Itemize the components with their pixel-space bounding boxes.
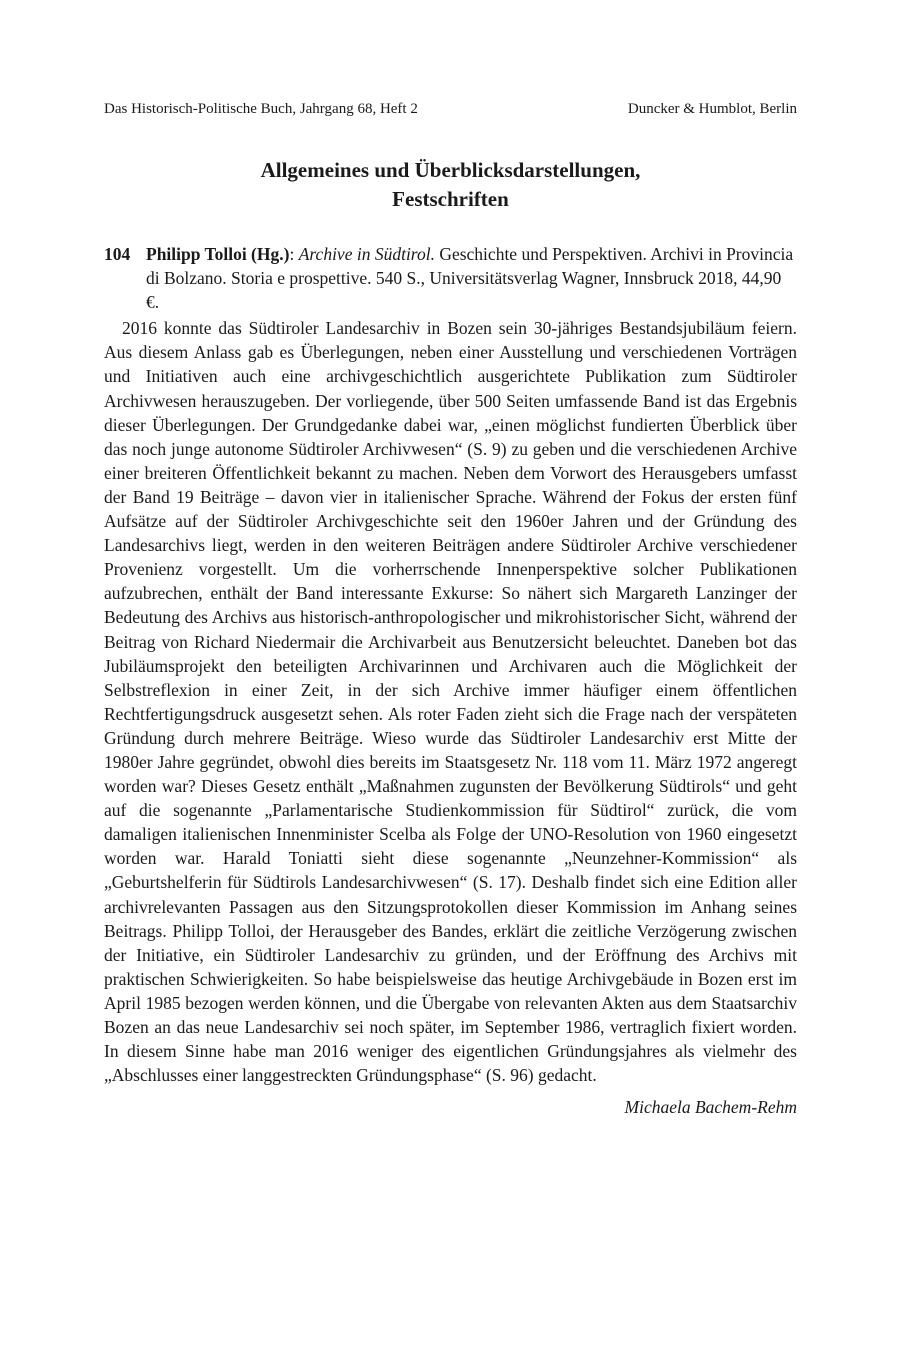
- journal-info: Das Historisch-Politische Buch, Jahrgang 68, Heft 2: [104, 101, 418, 117]
- entry-number: 104: [104, 244, 131, 264]
- author-separator: :: [289, 244, 299, 264]
- section-title-line-1: Allgemeines und Überblicksdarstellungen,: [260, 158, 641, 182]
- entry-author: Philipp Tolloi (Hg.): [146, 244, 290, 264]
- publisher-info: Duncker & Humblot, Berlin: [627, 101, 797, 117]
- entry-citation: [104, 242, 797, 314]
- book-title: Archive in Südtirol.: [298, 244, 435, 264]
- review-text: 2016 konnte das Südtiroler Landesarchiv in Bozen sein 30-jähriges Bestandsjubiläum feiern. Aus diesem Anlass gab es Überlegungen, neben einer Ausstellung und verschiedenen Vorträgen und Initiativen auch eine archivgeschichtlich ausgerichtete Publikation zum Südtiroler Archivwesen herauszugeben. Der vorliegende, über 500 Seiten umfassende Band ist das Ergebnis dieser Überlegungen. Der Grundgedanke dabei war, „einen möglichst fundierten Überblick über das noch junge autonome Südtiroler Archivwesen“ (S. 9) zu geben und die verschiedenen Archive einer breiteren Öffentlichkeit bekannt zu machen. Neben dem Vorwort des Herausgebers umfasst der Band 19 Beiträge – davon vier in italienischer Sprache. Während der Fokus der ersten fünf Aufsätze auf der Südtiroler Archivgeschichte seit den 1960er Jahren und der Gründung des Landesarchivs liegt, werden in den weiteren Beiträgen andere Südtiroler Archive verschiedener Provenienz vorgestellt. Um die vorherrschende Innenperspektive solcher Publikationen aufzubrechen, enthält der Band interessante Exkurse: So nähert sich Margareth Lanzinger der Bedeutung des Archivs aus historisch-anthropologischer und mikrohistorischer Sicht, während der Beitrag von Richard Niedermair die Archivarbeit aus Benutzersicht beleuchtet. Daneben bot das Jubiläumsprojekt den beteiligten Archivarinnen und Archivaren auch die Möglichkeit der Selbstreflexion in einer Zeit, in der sich Archive immer häufiger einem öffentlichen Rechtfertigungsdruck ausgesetzt sehen. Als roter Faden zieht sich die Frage nach der verspäteten Gründung durch mehrere Beiträge. Wieso wurde das Südtiroler Landesarchiv erst Mitte der 1980er Jahre gegründet, obwohl dies bereits im Staatsgesetz Nr. 118 vom 11. März 1972 angeregt worden war? Dieses Gesetz enthält „Maßnahmen zugunsten der Bevölkerung Südtirols“ und geht auf die sogenannte „Parlamentarische Studienkommission für Südtirol“ zurück, die vom damaligen italienischen Innenminister Scelba als Folge der UNO-Resolution von 1960 eingesetzt worden war. Harald Toniatti sieht diese sogenannte „Neunzehner-Kommission“ als „Geburtshelferin für Südtirols Landesarchivwesen“ (S. 17). Deshalb findet sich eine Edition aller archivrelevanten Passagen aus den Sitzungsprotokollen dieser Kommission im Anhang seines Beitrags. Philipp Tolloi, der Herausgeber des Bandes, erklärt die zeitliche Verzögerung zwischen der Initiative, ein Südtiroler Landesarchiv zu gründen, und der Eröffnung des Archivs mit praktischen Schwierigkeiten. So habe beispielsweise das heutige Archivgebäude in Bozen erst im April 1985 bezogen werden können, und die Übergabe von relevanten Akten aus dem Staatsarchiv Bozen an das neue Landesarchiv sei noch später, im September 1986, vertraglich fixiert worden. In diesem Sinne habe man 2016 weniger des eigentlichen Gründungsjahres als vielmehr des „Abschlusses einer langgestreckten Gründungsphase“ (S. 96) gedacht.: [104, 318, 797, 1086]
- review-entry: [104, 242, 797, 1119]
- book-page: [104, 0, 797, 1356]
- running-head: [104, 100, 797, 118]
- reviewer-name: Michaela Bachem-Rehm: [624, 1097, 797, 1118]
- section-title: [104, 156, 797, 214]
- section-title-line-2: Festschriften: [392, 187, 509, 211]
- bibliographic-details: Geschichte und Perspektiven. Archivi in Provincia di Bolzano. Storia e prospettive. 540 S., Universitätsverlag Wagner, Innsbruck 2018, 44,90 €.: [146, 244, 794, 313]
